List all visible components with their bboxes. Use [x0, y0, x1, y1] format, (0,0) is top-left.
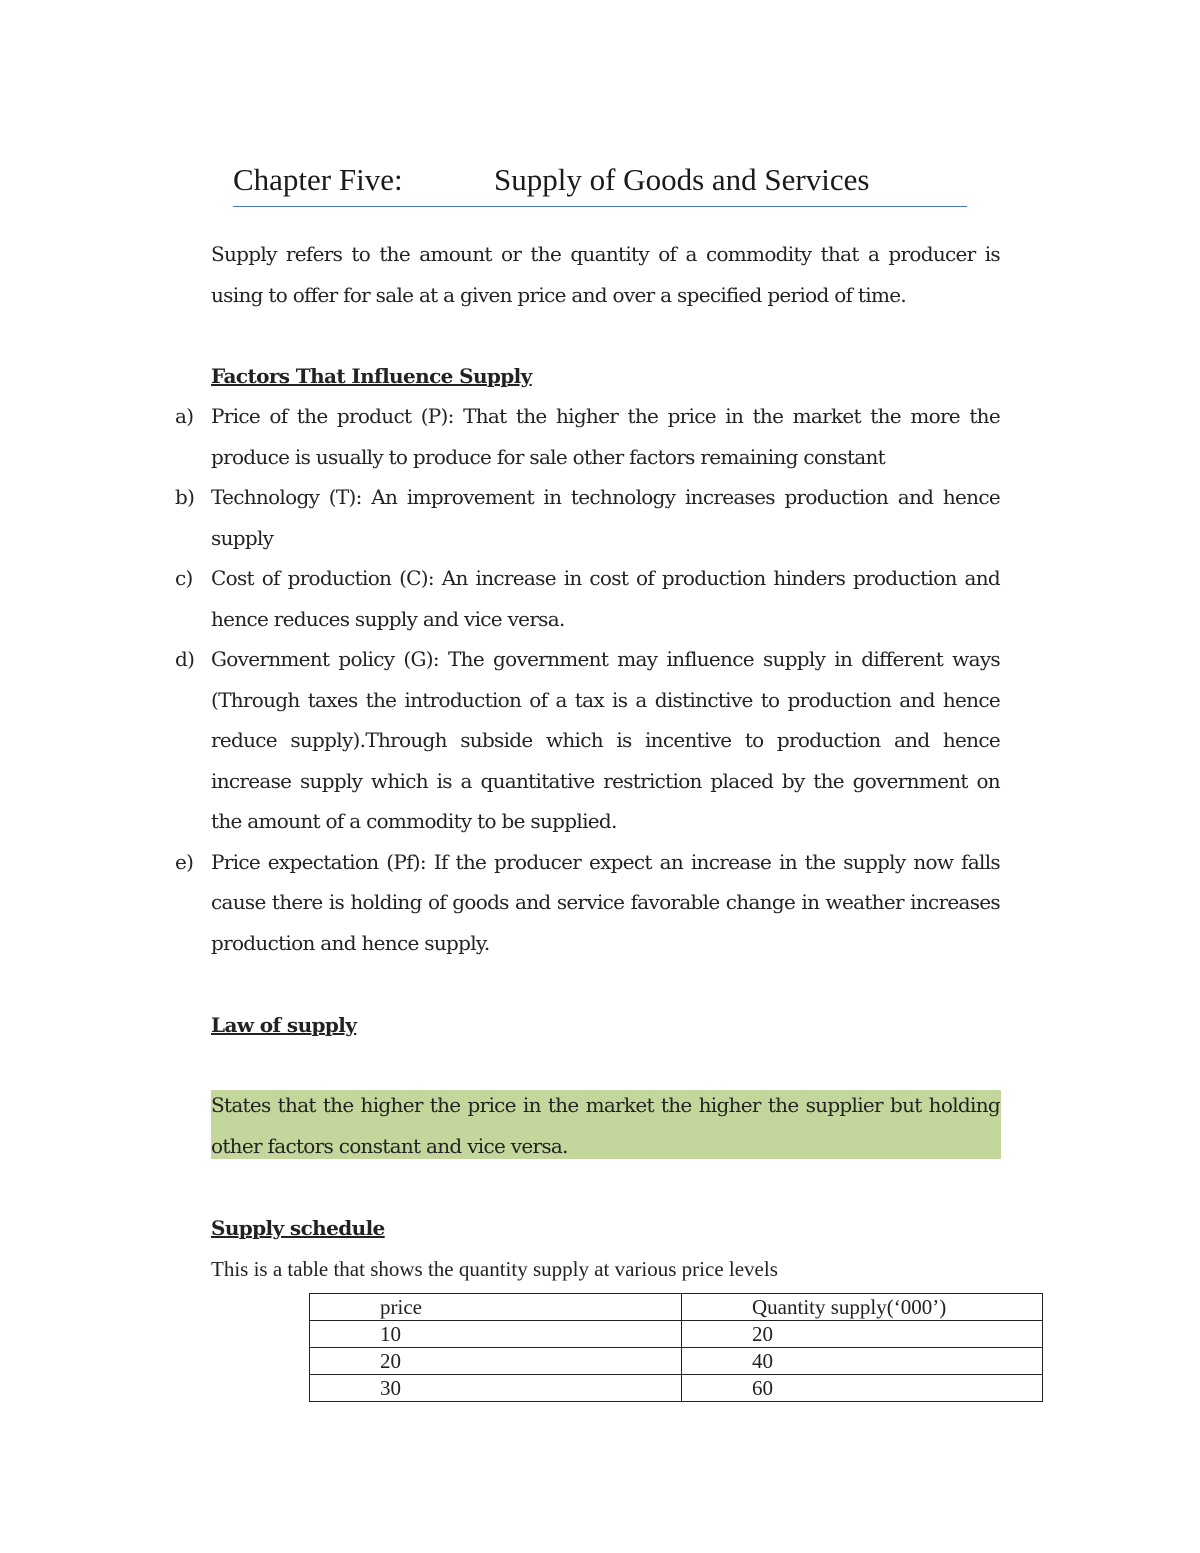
list-item-text: Price expectation (Pf): If the producer expect an increase in the supply now falls cause there is holding of goods and service favorable change in weather increases production and hence supply.: [211, 849, 1000, 955]
table-header-row: [310, 1294, 1043, 1321]
law-heading: Law of supply: [211, 1013, 357, 1037]
table-cell: 10: [310, 1321, 682, 1348]
list-item-text: Cost of production (C): An increase in cost of production hinders production and hence reduces supply and vice versa.: [211, 566, 1000, 631]
schedule-description: This is a table that shows the quantity supply at various price levels: [211, 1257, 778, 1281]
table-cell: 40: [682, 1348, 1043, 1375]
column-header-price: price: [310, 1294, 682, 1321]
table-row: [310, 1321, 1043, 1348]
factors-list: [172, 396, 1000, 963]
schedule-heading: Supply schedule: [211, 1216, 385, 1240]
chapter-title: [233, 160, 967, 207]
column-header-quantity: Quantity supply(‘000’): [682, 1294, 1043, 1321]
intro-paragraph: Supply refers to the amount or the quantity of a commodity that a producer is using to offer for sale at a given price and over a specified period of time.: [211, 242, 1000, 307]
list-marker: e): [175, 849, 194, 874]
table-cell: 30: [310, 1375, 682, 1402]
law-statement: States that the higher the price in the market the higher the supplier but holding other factors constant and vice versa.: [211, 1093, 1000, 1158]
list-item-text: Technology (T): An improvement in technology increases production and hence supply: [211, 485, 1000, 550]
table-cell: 20: [310, 1348, 682, 1375]
list-item: [172, 396, 1000, 477]
list-item: [172, 477, 1000, 558]
list-marker: d): [175, 647, 195, 671]
list-item: [172, 558, 1000, 639]
list-marker: a): [175, 404, 194, 428]
chapter-subject: Supply of Goods and Services: [494, 162, 870, 197]
list-item: [172, 639, 1000, 842]
table-cell: 60: [682, 1375, 1043, 1402]
list-item-text: Price of the product (P): That the higher the price in the market the more the produce is usually to produce for sale other factors remaining constant: [211, 404, 1000, 469]
table-row: [310, 1375, 1043, 1402]
list-item-text: Government policy (G): The government may influence supply in different ways (Through taxes the introduction of a tax is a distinctive to production and hence reduce supply).Through subside which is incentive to production and hence increase supply which is a quantitative restriction placed by the government on the amount of a commodity to be supplied.: [211, 647, 1000, 833]
table-row: [310, 1348, 1043, 1375]
table-cell: 20: [682, 1321, 1043, 1348]
list-marker: b): [175, 485, 195, 509]
factors-heading: Factors That Influence Supply: [211, 364, 532, 388]
list-item: [172, 842, 1000, 964]
chapter-number: Chapter Five:: [233, 162, 403, 197]
list-marker: c): [175, 566, 193, 590]
supply-schedule-table: [309, 1293, 1043, 1402]
